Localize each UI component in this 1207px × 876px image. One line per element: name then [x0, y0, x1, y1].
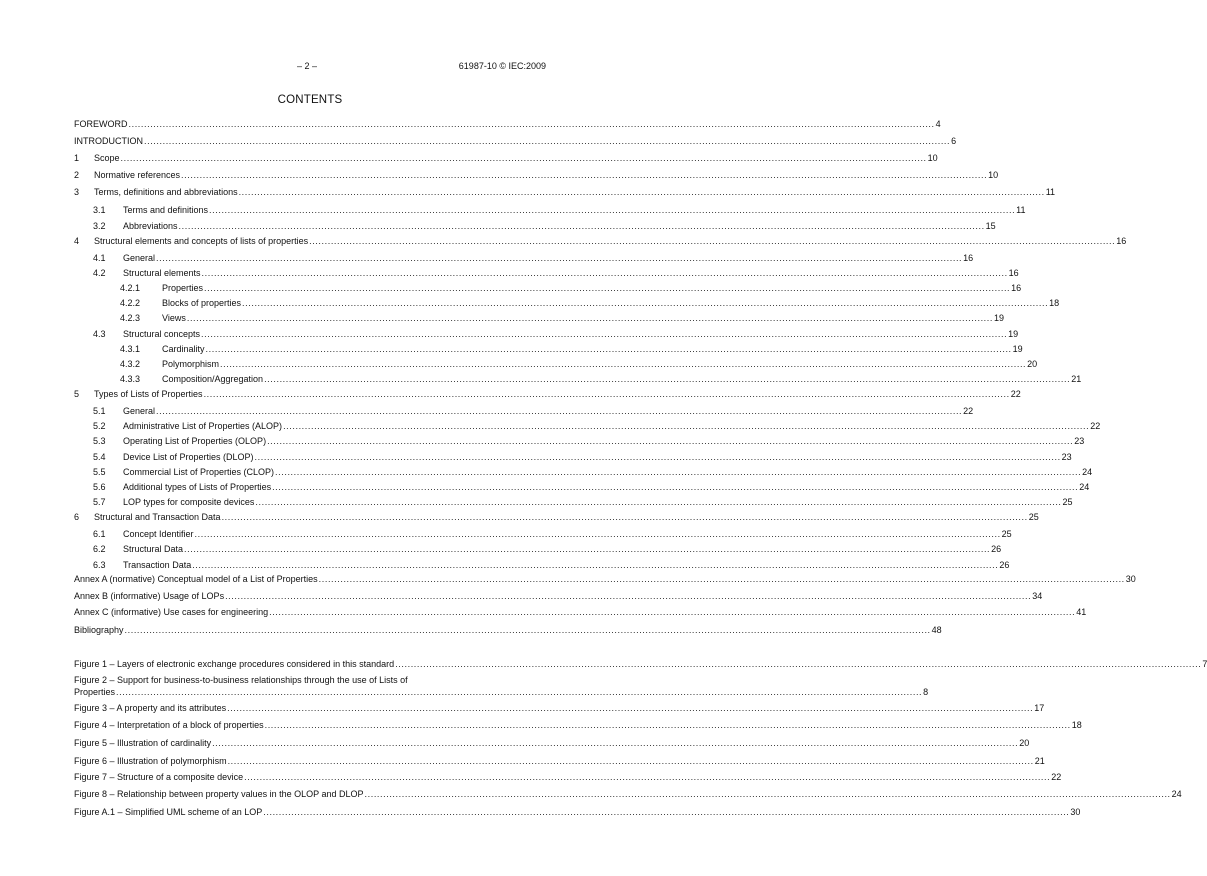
toc-entry-label: Structural elements: [123, 268, 201, 278]
leader-dots: ....................................................................................................................................................................................................................................................................: [209, 205, 1016, 215]
toc-entry[interactable]: [74, 235, 1127, 247]
figure-entry-continuation: [74, 686, 929, 698]
leader-dots: ....................................................................................................................................................................................................................................................................: [255, 497, 1062, 507]
figure-entry-label-cont: Properties: [74, 687, 116, 697]
leader-dots: ....................................................................................................................................................................................................................................................................: [244, 772, 1051, 782]
toc-entry-page: 22: [1090, 421, 1101, 431]
figure-entry-label: Figure A.1 – Simplified UML scheme of an LOP: [74, 807, 263, 817]
toc-entry-page: 19: [993, 313, 1004, 323]
leader-dots: ....................................................................................................................................................................................................................................................................: [264, 720, 1071, 730]
toc-entry-number: 5.6: [93, 482, 106, 492]
toc-entry[interactable]: [74, 420, 1101, 432]
toc-entry-page: 16: [963, 253, 974, 263]
toc-entry-label: Composition/Aggregation: [162, 374, 264, 384]
toc-entry-number: 4.3.2: [120, 359, 141, 369]
toc-entry[interactable]: [74, 451, 1072, 463]
toc-entry-number: 4.2: [93, 268, 106, 278]
toc-entry-label: Views: [162, 313, 186, 323]
toc-entry-number: 4.3: [93, 329, 106, 339]
leader-dots: ....................................................................................................................................................................................................................................................................: [309, 236, 1116, 246]
toc-entry-number: 5.4: [93, 452, 106, 462]
toc-entry-number: 4.3.3: [120, 374, 141, 384]
toc-entry[interactable]: [74, 481, 1090, 493]
leader-dots: ....................................................................................................................................................................................................................................................................: [272, 482, 1079, 492]
leader-dots: ....................................................................................................................................................................................................................................................................: [269, 607, 1076, 617]
leader-dots: ....................................................................................................................................................................................................................................................................: [156, 253, 963, 263]
toc-entry-label: Types of Lists of Properties: [94, 389, 203, 399]
toc-entry-page: 22: [963, 406, 974, 416]
figure-entry-page: 22: [1051, 772, 1062, 782]
leader-dots: ....................................................................................................................................................................................................................................................................: [178, 221, 985, 231]
toc-entry-number: 5: [74, 389, 80, 399]
toc-entry-page: 4: [935, 119, 941, 129]
toc-entry[interactable]: [74, 590, 1043, 602]
leader-dots: ....................................................................................................................................................................................................................................................................: [318, 574, 1125, 584]
toc-entry[interactable]: [74, 186, 1056, 198]
toc-entry[interactable]: [74, 297, 1060, 309]
standard-reference: 61987-10 © IEC:2009: [458, 61, 546, 71]
toc-entry-number: 4.2.3: [120, 313, 141, 323]
toc-entry-label: Structural concepts: [123, 329, 201, 339]
toc-entry-number: 5.5: [93, 467, 106, 477]
toc-entry-page: 34: [1032, 591, 1043, 601]
leader-dots: ....................................................................................................................................................................................................................................................................: [263, 807, 1070, 817]
toc-entry-number: 3.1: [93, 205, 106, 215]
toc-entry-label: Properties: [162, 283, 204, 293]
leader-dots: ....................................................................................................................................................................................................................................................................: [238, 187, 1045, 197]
toc-entry[interactable]: [74, 118, 941, 130]
toc-entry-page: 30: [1125, 574, 1136, 584]
toc-entry-page: 41: [1076, 607, 1087, 617]
toc-entry-number: 5.2: [93, 421, 106, 431]
toc-entry-number: 5.1: [93, 406, 106, 416]
toc-entry-label: Structural Data: [123, 544, 184, 554]
figure-entry-label: Figure 6 – Illustration of polymorphism: [74, 756, 227, 766]
toc-entry-page: 48: [931, 625, 942, 635]
toc-entry-label: General: [123, 406, 156, 416]
toc-entry-number: 5.3: [93, 436, 106, 446]
leader-dots: ....................................................................................................................................................................................................................................................................: [120, 153, 927, 163]
toc-entry-label: Commercial List of Properties (CLOP): [123, 467, 275, 477]
toc-entry-number: 4: [74, 236, 80, 246]
leader-dots: ....................................................................................................................................................................................................................................................................: [201, 329, 1008, 339]
leader-dots: ....................................................................................................................................................................................................................................................................: [267, 436, 1074, 446]
figure-entry-label: Figure 1 – Layers of electronic exchange procedures considered in this standard: [74, 659, 395, 669]
toc-entry[interactable]: [74, 624, 942, 636]
toc-entry-label: Terms, definitions and abbreviations: [94, 187, 238, 197]
leader-dots: ....................................................................................................................................................................................................................................................................: [283, 421, 1090, 431]
toc-entry[interactable]: [74, 543, 1002, 555]
toc-entry-page: 25: [1062, 497, 1073, 507]
toc-entry-page: 26: [999, 560, 1010, 570]
leader-dots: ....................................................................................................................................................................................................................................................................: [201, 268, 1008, 278]
toc-entry-page: 23: [1061, 452, 1072, 462]
toc-entry-label: Additional types of Lists of Properties: [123, 482, 272, 492]
figure-entry[interactable]: [74, 788, 1182, 800]
toc-entry[interactable]: [74, 135, 957, 147]
leader-dots: ....................................................................................................................................................................................................................................................................: [254, 452, 1061, 462]
toc-entry-page: 16: [1011, 283, 1022, 293]
toc-entry[interactable]: [74, 204, 1026, 216]
toc-entry-number: 6.2: [93, 544, 106, 554]
figure-entry[interactable]: [74, 702, 1045, 714]
toc-entry-page: 15: [985, 221, 996, 231]
toc-entry-page: 24: [1082, 467, 1093, 477]
leader-dots: ....................................................................................................................................................................................................................................................................: [395, 659, 1202, 669]
leader-dots: ....................................................................................................................................................................................................................................................................: [203, 389, 1010, 399]
leader-dots: ....................................................................................................................................................................................................................................................................: [225, 591, 1032, 601]
toc-entry-number: 6.1: [93, 529, 106, 539]
leader-dots: ....................................................................................................................................................................................................................................................................: [227, 703, 1034, 713]
toc-entry-number: 4.1: [93, 253, 106, 263]
leader-dots: ....................................................................................................................................................................................................................................................................: [194, 529, 1001, 539]
figure-entry-page: 21: [1034, 756, 1045, 766]
toc-entry-page: 19: [1012, 344, 1023, 354]
leader-dots: ....................................................................................................................................................................................................................................................................: [364, 789, 1171, 799]
toc-entry[interactable]: [74, 466, 1093, 478]
leader-dots: ....................................................................................................................................................................................................................................................................: [116, 687, 923, 697]
figure-entry-label: Figure 2 – Support for business-to-business relationships through the use of Lists of: [74, 675, 408, 685]
toc-entry-page: 25: [1001, 529, 1012, 539]
toc-entry[interactable]: [74, 528, 1012, 540]
figure-entry[interactable]: [74, 771, 1062, 783]
figure-entry[interactable]: [74, 755, 1045, 767]
toc-entry-label: Abbreviations: [123, 221, 178, 231]
toc-entry-number: 4.2.2: [120, 298, 141, 308]
toc-entry[interactable]: [74, 282, 1022, 294]
leader-dots: ....................................................................................................................................................................................................................................................................: [144, 136, 951, 146]
leader-dots: ....................................................................................................................................................................................................................................................................: [275, 467, 1082, 477]
toc-entry[interactable]: [74, 511, 1039, 523]
toc-entry-label: Concept Identifier: [123, 529, 194, 539]
leader-dots: ....................................................................................................................................................................................................................................................................: [181, 170, 988, 180]
figure-entry-page: 18: [1071, 720, 1082, 730]
toc-entry[interactable]: [74, 312, 1004, 324]
leader-dots: ....................................................................................................................................................................................................................................................................: [220, 359, 1027, 369]
toc-entry-number: 6.3: [93, 560, 106, 570]
toc-entry-label: Annex C (informative) Use cases for engineering: [74, 607, 269, 617]
toc-entry-label: Annex A (normative) Conceptual model of a List of Properties: [74, 574, 318, 584]
toc-entry[interactable]: [74, 435, 1085, 447]
toc-entry[interactable]: [74, 267, 1019, 279]
leader-dots: ....................................................................................................................................................................................................................................................................: [156, 406, 963, 416]
toc-entry-label: INTRODUCTION: [74, 136, 143, 146]
toc-entry[interactable]: [74, 405, 974, 417]
toc-entry-number: 4.2.1: [120, 283, 141, 293]
toc-entry-page: 22: [1010, 389, 1021, 399]
toc-entry-page: 21: [1071, 374, 1082, 384]
figure-entry-label: Figure 8 – Relationship between property values in the OLOP and DLOP: [74, 789, 364, 799]
toc-entry-page: 11: [1045, 187, 1056, 197]
leader-dots: ....................................................................................................................................................................................................................................................................: [212, 738, 1019, 748]
toc-entry[interactable]: [74, 152, 938, 164]
figure-entry-page: 8: [923, 687, 929, 697]
leader-dots: ....................................................................................................................................................................................................................................................................: [264, 374, 1071, 384]
toc-entry-page: 10: [927, 153, 938, 163]
toc-entry-label: Operating List of Properties (OLOP): [123, 436, 267, 446]
toc-entry-label: Device List of Properties (DLOP): [123, 452, 254, 462]
toc-entry-page: 19: [1008, 329, 1019, 339]
toc-entry[interactable]: [74, 573, 1136, 585]
toc-entry-page: 24: [1079, 482, 1090, 492]
leader-dots: ....................................................................................................................................................................................................................................................................: [242, 298, 1049, 308]
toc-entry-page: 6: [951, 136, 957, 146]
toc-entry[interactable]: [74, 358, 1038, 370]
figure-entry-label: Figure 4 – Interpretation of a block of properties: [74, 720, 264, 730]
figure-entry-page: 7: [1202, 659, 1207, 669]
toc-entry-label: Annex B (informative) Usage of LOPs: [74, 591, 225, 601]
toc-entry[interactable]: [74, 373, 1082, 385]
leader-dots: ....................................................................................................................................................................................................................................................................: [221, 512, 1028, 522]
toc-entry-page: 25: [1028, 512, 1039, 522]
toc-entry[interactable]: [74, 169, 999, 181]
figure-entry-page: 20: [1019, 738, 1030, 748]
toc-entry-number: 2: [74, 170, 80, 180]
toc-entry-label: Cardinality: [162, 344, 205, 354]
toc-entry-label: Structural and Transaction Data: [94, 512, 221, 522]
toc-entry-page: 18: [1049, 298, 1060, 308]
toc-entry-label: FOREWORD: [74, 119, 128, 129]
toc-entry[interactable]: [74, 388, 1021, 400]
toc-entry-label: Blocks of properties: [162, 298, 242, 308]
figure-entry-label: Figure 5 – Illustration of cardinality: [74, 738, 212, 748]
leader-dots: ....................................................................................................................................................................................................................................................................: [186, 313, 993, 323]
toc-entry-label: Structural elements and concepts of lists of properties: [94, 236, 309, 246]
toc-entry-page: 11: [1016, 205, 1026, 215]
toc-entry[interactable]: [74, 252, 974, 264]
figure-entry[interactable]: [74, 658, 1207, 670]
figure-entry[interactable]: [74, 806, 1081, 818]
toc-entry-label: Administrative List of Properties (ALOP): [123, 421, 283, 431]
figure-entry[interactable]: [74, 719, 1082, 731]
toc-entry-label: Bibliography: [74, 625, 124, 635]
toc-entry[interactable]: [74, 606, 1087, 618]
figure-entry-page: 24: [1171, 789, 1182, 799]
page-number: – 2 –: [297, 61, 318, 71]
toc-entry-page: 20: [1027, 359, 1038, 369]
leader-dots: ....................................................................................................................................................................................................................................................................: [124, 625, 931, 635]
toc-entry-number: 6: [74, 512, 80, 522]
toc-entry-number: 4.3.1: [120, 344, 141, 354]
toc-entry-number: 3.2: [93, 221, 106, 231]
figure-entry-label: Figure 7 – Structure of a composite device: [74, 772, 244, 782]
toc-entry-label: Transaction Data: [123, 560, 192, 570]
leader-dots: ....................................................................................................................................................................................................................................................................: [128, 119, 935, 129]
figure-entry[interactable]: [74, 737, 1030, 749]
toc-entry-number: 1: [74, 153, 80, 163]
figure-entry-page: 17: [1034, 703, 1045, 713]
toc-entry-page: 16: [1116, 236, 1127, 246]
toc-entry[interactable]: [74, 559, 1010, 571]
leader-dots: ....................................................................................................................................................................................................................................................................: [184, 544, 991, 554]
toc-entry[interactable]: [74, 220, 996, 232]
toc-entry-page: 23: [1074, 436, 1085, 446]
contents-title: CONTENTS: [277, 94, 343, 106]
leader-dots: ....................................................................................................................................................................................................................................................................: [204, 283, 1011, 293]
toc-entry-label: LOP types for composite devices: [123, 497, 255, 507]
toc-entry[interactable]: [74, 343, 1023, 355]
toc-entry-label: Terms and definitions: [123, 205, 209, 215]
toc-entry[interactable]: [74, 328, 1019, 340]
figure-entry[interactable]: [74, 674, 929, 698]
toc-entry-page: 26: [991, 544, 1002, 554]
toc-entry[interactable]: [74, 496, 1073, 508]
toc-entry-page: 16: [1008, 268, 1019, 278]
page-header: [0, 61, 620, 73]
toc-entry-label: Normative references: [94, 170, 181, 180]
leader-dots: ....................................................................................................................................................................................................................................................................: [205, 344, 1012, 354]
leader-dots: ....................................................................................................................................................................................................................................................................: [192, 560, 999, 570]
toc-entry-number: 5.7: [93, 497, 106, 507]
leader-dots: ....................................................................................................................................................................................................................................................................: [227, 756, 1034, 766]
toc-entry-number: 3: [74, 187, 80, 197]
toc-entry-page: 10: [988, 170, 999, 180]
toc-entry-label: Scope: [94, 153, 120, 163]
figure-entry-label: Figure 3 – A property and its attributes: [74, 703, 227, 713]
figure-entry-page: 30: [1070, 807, 1081, 817]
toc-entry-label: Polymorphism: [162, 359, 220, 369]
toc-entry-label: General: [123, 253, 156, 263]
